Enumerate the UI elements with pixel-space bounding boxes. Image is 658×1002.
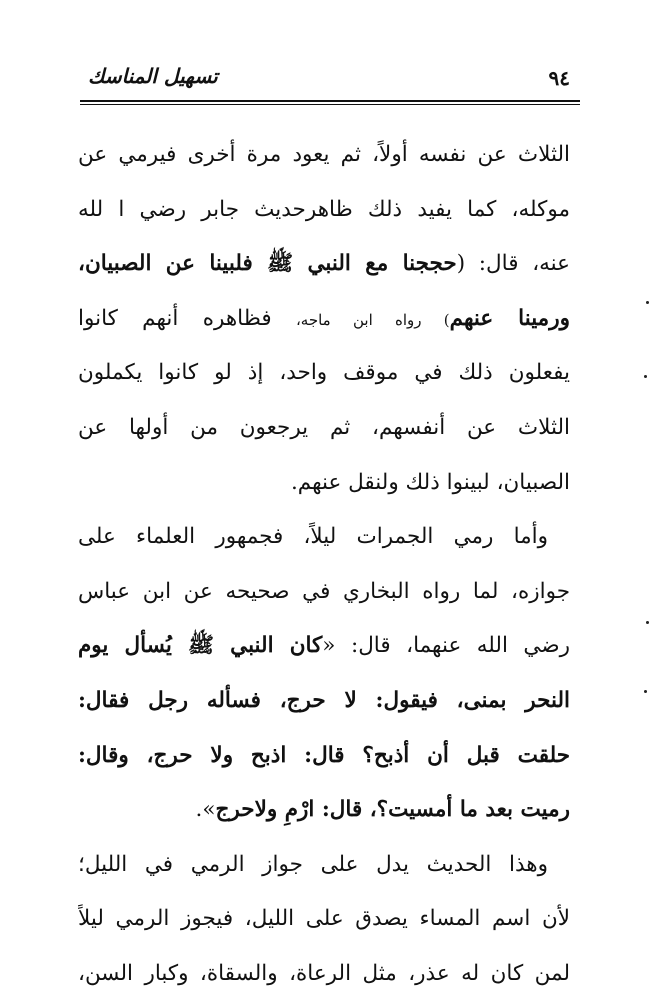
text-segment: عنه، قال: ( <box>456 251 570 277</box>
paragraph-start: وأما رمي الجمرات ليلاً، فجمهور العلماء على <box>78 524 548 550</box>
text-line: الصبيان، لبينوا ذلك ولنقل عنهم. <box>290 469 570 495</box>
text-line: الثلاث عن أنفسهم، ثم يرجعون من أولها عن <box>78 414 570 440</box>
text-line: جوازه، لما رواه البخاري في صحيحه عن ابن عباس <box>78 578 570 604</box>
hadith-text: رميت بعد ما أمسيت؟، قال: ارْمِ ولاحرج <box>215 797 570 823</box>
text-line: لأن اسم المساء يصدق على الليل، فيجوز الرمي ليلاً <box>78 906 570 932</box>
text-line <box>78 292 570 347</box>
header-rule-thin <box>80 104 580 105</box>
header-rule <box>80 100 580 102</box>
page-header <box>80 58 580 98</box>
text-segment: ». <box>195 797 216 823</box>
page-body <box>78 128 570 1002</box>
page-number: ٩٤ <box>548 66 570 90</box>
text-line <box>78 783 570 838</box>
text-line: لمن كان له عذر، مثل الرعاة، والسقاة، وكبار السن، <box>78 960 570 986</box>
hadith-line: حلقت قبل أن أذبح؟ قال: اذبح ولا حرج، وقال: <box>78 742 570 768</box>
margin-speck <box>646 301 649 304</box>
margin-speck <box>644 375 647 378</box>
text-segment: فظاهره أنهم كانوا <box>78 305 296 331</box>
text-line <box>78 237 570 292</box>
hadith-text: ورمينا عنهم <box>449 305 570 331</box>
text-line: الثلاث عن نفسه أولاً، ثم يعود مرة أخرى فيرمي عن <box>78 142 570 167</box>
paragraph-start: وهذا الحديث يدل على جواز الرمي في الليل؛ <box>78 851 548 877</box>
citation: ) رواه ابن ماجه، <box>295 310 450 329</box>
text-line: موكله، كما يفيد ذلك ظاهرحديث جابر رضي ا لله <box>78 196 570 222</box>
hadith-text: كان النبي ﷺ يُسأل يوم <box>78 633 323 659</box>
hadith-text: حججنا مع النبي ﷺ فلبينا عن الصبيان، <box>78 251 457 277</box>
hadith-line: النحر بمنى، فيقول: لا حرج، فسأله رجل فقال: <box>78 687 570 713</box>
margin-speck <box>644 690 647 693</box>
text-segment: رضي الله عنهما، قال: « <box>322 633 570 659</box>
text-line: يفعلون ذلك في موقف واحد، إذ لو كانوا يكملون <box>78 360 570 386</box>
text-line <box>78 619 570 674</box>
book-title: تسهيل المناسك <box>88 64 218 88</box>
margin-speck <box>646 621 649 624</box>
